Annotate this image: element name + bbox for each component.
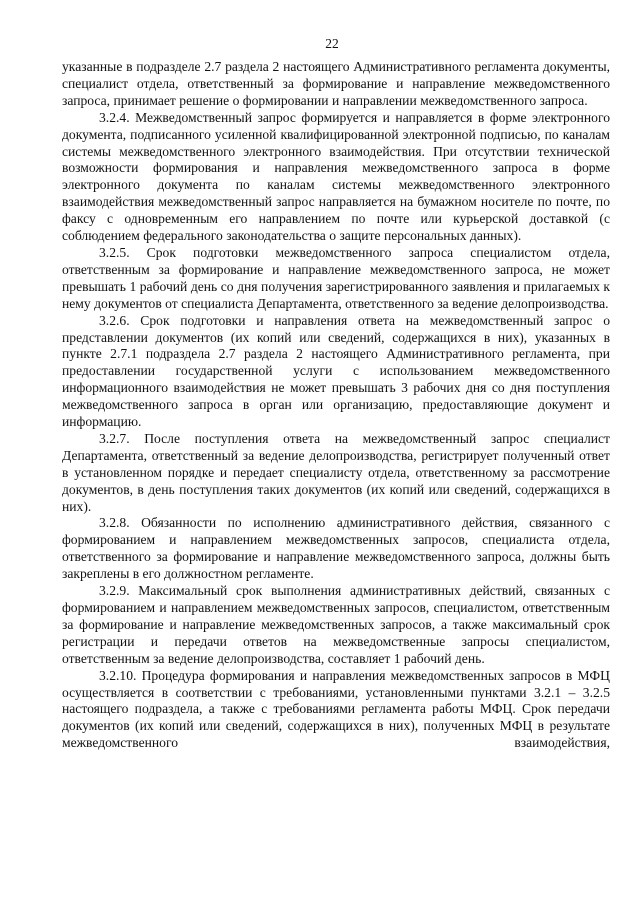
paragraph: 3.2.5. Срок подготовки межведомственного запроса специалистом отдела, ответственным за формирование и направление межведомственного запроса, не может превышать 1 рабочий день со дня получения зарегистрированного заявления и прилагаемых к нему документов от специалиста Департамента, ответственного за ведение делопроизводства. <box>62 244 610 311</box>
paragraph: 3.2.4. Межведомственный запрос формируется и направляется в форме электронного документа, подписанного усиленной квалифицированной электронной подписью, по каналам системы межведомственного электронного взаимодействия. При отсутствии технической возможности формирования и направления межведомственного запроса в форме электронного документа по каналам системы межведомственного электронного взаимодействия межведомственный запрос направляется на бумажном носителе по почте, по факсу с одновременным его направлением по почте или курьерской доставкой (с соблюдением федерального законодательства о защите персональных данных). <box>62 109 610 244</box>
paragraph: 3.2.9. Максимальный срок выполнения административных действий, связанных с формированием и направлением межведомственных запросов, специалистом, ответственным за формирование и направление межведомственных запросов, а также максимальный срок регистрации и передачи ответов на межведомственные запросы специалистом, ответственным за ведение делопроизводства, составляет 1 рабочий день. <box>62 583 610 666</box>
document-body <box>62 59 610 752</box>
page-number: 22 <box>325 36 339 51</box>
document-page <box>62 36 610 752</box>
paragraph: 3.2.8. Обязанности по исполнению административного действия, связанного с формированием и направлением межведомственных запросов, специалиста отдела, ответственного за формирование и направление межведомственного запроса, должны быть закреплены в его должностном регламенте. <box>62 515 610 582</box>
paragraph: 3.2.10. Процедура формирования и направления межведомственных запросов в МФЦ осуществляется в соответствии с требованиями, установленными пунктами 3.2.1 – 3.2.5 настоящего подраздела, а также с требованиями регламента работы МФЦ. Срок передачи документов (их копий или сведений, содержащихся в них), полученных МФЦ в результате межведомственного взаимодействия, <box>62 667 610 751</box>
paragraph: 3.2.6. Срок подготовки и направления ответа на межведомственный запрос о представлении документов (их копий или сведений, содержащихся в них), указанных в пункте 2.7.1 подраздела 2.7 раздела 2 настоящего Административного регламента, при предоставлении государственной услуги с использованием межведомственного информационного взаимодействия не может превышать 3 рабочих дня со дня поступления межведомственного запроса в орган или организацию, предоставляющие документ и информацию. <box>62 312 610 430</box>
paragraph: 3.2.7. После поступления ответа на межведомственный запрос специалист Департамента, ответственный за ведение делопроизводства, регистрирует полученный ответ в установленном порядке и передает специалисту отдела, ответственному за рассмотрение документов, в день поступления таких документов (их копий или сведений, содержащихся в них). <box>62 430 610 514</box>
paragraph: указанные в подразделе 2.7 раздела 2 настоящего Административного регламента документы, специалист отдела, ответственный за формирование и направление межведомственного запроса, принимает решение о формировании и направлении межведомственного запроса. <box>62 59 610 108</box>
